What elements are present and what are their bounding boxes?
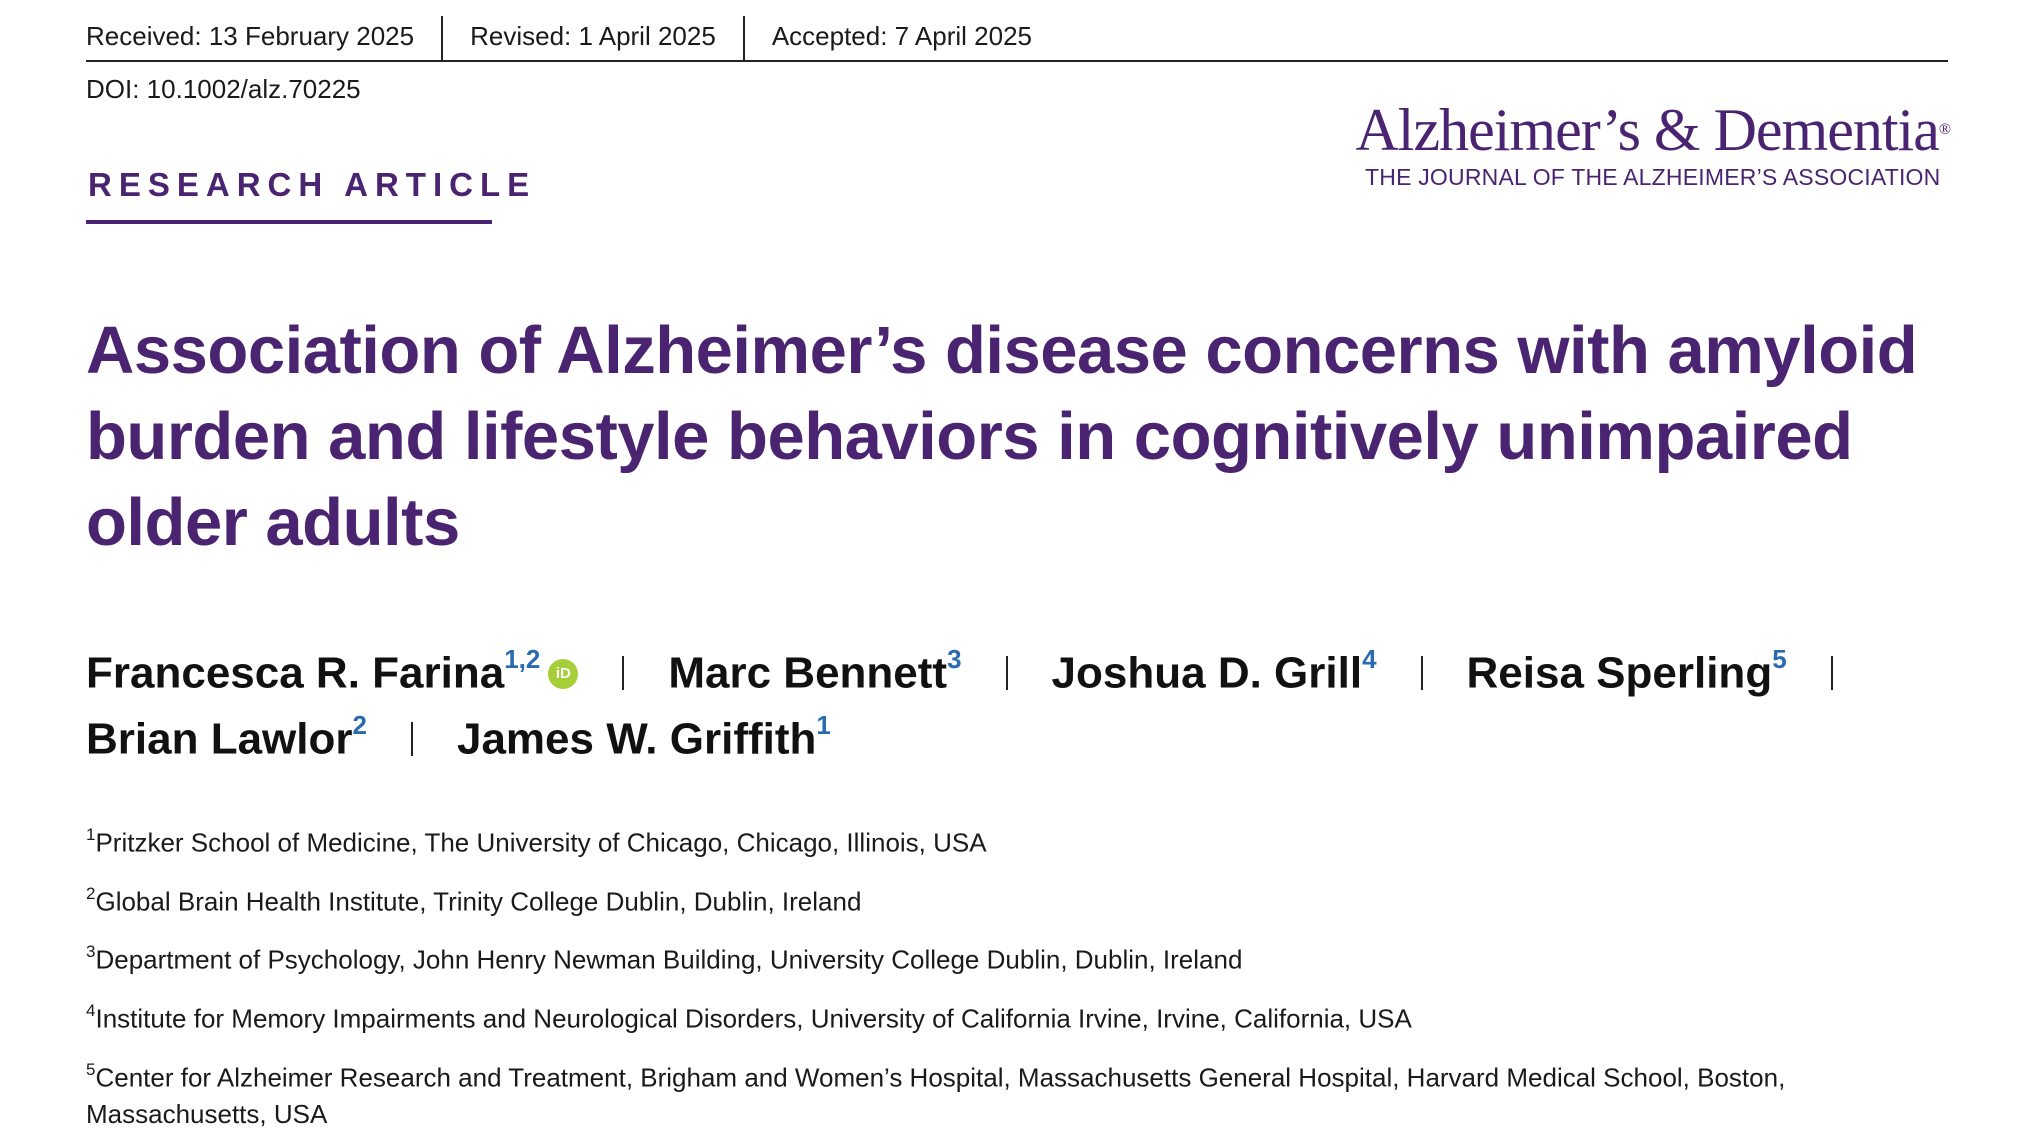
journal-name-text: Alzheimer’s & Dementia bbox=[1355, 97, 1939, 163]
author-name[interactable]: Joshua D. Grill$^4$ bbox=[1051, 643, 1377, 698]
affiliation-number: 5 bbox=[86, 1059, 96, 1079]
affiliation-number: 3 bbox=[86, 942, 96, 962]
journal-subtitle: THE JOURNAL OF THE ALZHEIMER’S ASSOCIATION bbox=[1365, 164, 1941, 190]
author-name[interactable]: Brian Lawlor$^2$ bbox=[86, 709, 367, 764]
doi-link[interactable]: DOI: 10.1002/alz.70225 bbox=[86, 74, 361, 104]
registered-mark: ® bbox=[1938, 121, 1950, 138]
affiliation-text: Pritzker School of Medicine, The University of Chicago, Chicago, Illinois, USA bbox=[95, 827, 987, 858]
journal-logo bbox=[1355, 96, 1950, 191]
author-affiliation-ref[interactable]: 5 bbox=[1772, 643, 1787, 674]
affiliation-item bbox=[86, 994, 1966, 1038]
affiliation-text: Institute for Memory Impairments and Neurological Disorders, University of California Irvine, Irvine, California, USA bbox=[95, 1003, 1412, 1034]
author-list bbox=[86, 640, 1966, 772]
received-date: Received: 13 February 2025 bbox=[86, 21, 415, 51]
author-separator bbox=[1421, 656, 1423, 690]
affiliation-number: 4 bbox=[86, 1000, 96, 1020]
author-name[interactable]: Francesca R. Farina$^{1,2}$ iD bbox=[86, 648, 578, 699]
affiliation-text: Center for Alzheimer Research and Treatment, Brigham and Women’s Hospital, Massachusetts General Hospital, Harvard Medical School, Boston, Massachusetts, USA bbox=[86, 1062, 1786, 1130]
article-type-label: RESEARCH ARTICLE bbox=[88, 166, 537, 203]
affiliation-item bbox=[86, 818, 1966, 862]
affiliation-number: 2 bbox=[86, 883, 96, 903]
affiliation-item bbox=[86, 935, 1966, 979]
author-row bbox=[86, 706, 1966, 772]
author-affiliation-ref[interactable]: 1 bbox=[816, 709, 831, 740]
author-separator bbox=[1006, 656, 1008, 690]
journal-name bbox=[1355, 96, 1950, 164]
author-affiliation-ref[interactable]: 4 bbox=[1362, 643, 1377, 674]
affiliation-item bbox=[86, 877, 1966, 921]
affiliation-text: Department of Psychology, John Henry Newman Building, University College Dublin, Dublin, Ireland bbox=[95, 944, 1243, 975]
article-type-underline bbox=[86, 220, 492, 224]
author-affiliation-ref[interactable]: 3 bbox=[947, 643, 962, 674]
publication-dates bbox=[86, 16, 1948, 62]
affiliation-list bbox=[86, 818, 1966, 1148]
author-separator bbox=[622, 656, 624, 690]
affiliation-number: 1 bbox=[86, 825, 96, 844]
author-row bbox=[86, 640, 1966, 706]
author-name[interactable]: Marc Bennett$^3$ bbox=[668, 643, 962, 698]
revised-date: Revised: 1 April 2025 bbox=[441, 16, 743, 60]
author-name[interactable]: James W. Griffith$^1$ bbox=[456, 709, 831, 764]
author-separator bbox=[411, 722, 413, 756]
affiliation-text: Global Brain Health Institute, Trinity College Dublin, Dublin, Ireland bbox=[95, 886, 862, 917]
article-title: Association of Alzheimer’s disease concerns with amyloid burden and lifestyle behaviors in cognitively unimpaired older adults bbox=[86, 313, 1918, 560]
affiliation-item bbox=[86, 1053, 1966, 1134]
orcid-icon[interactable]: iD bbox=[548, 659, 578, 689]
author-separator bbox=[1831, 656, 1833, 690]
author-affiliation-ref[interactable]: 1,2 bbox=[504, 643, 541, 674]
author-affiliation-ref[interactable]: 2 bbox=[352, 709, 367, 740]
author-name[interactable]: Reisa Sperling$^5$ bbox=[1466, 643, 1787, 698]
accepted-date: Accepted: 7 April 2025 bbox=[743, 16, 1059, 60]
